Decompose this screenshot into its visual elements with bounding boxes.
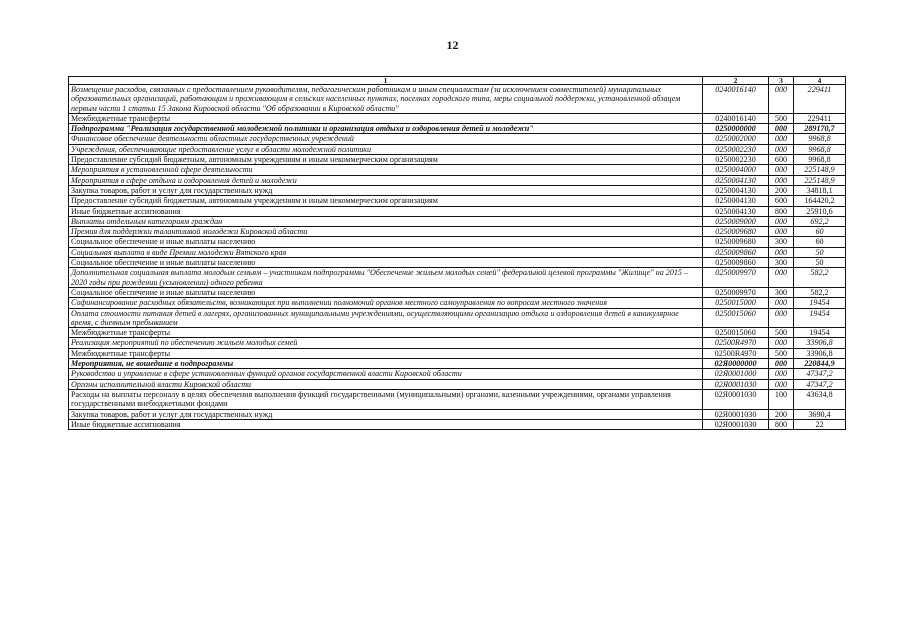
row-name: Возмещение расходов, связанных с предоставлением руководителям, педагогическим работникам и иным специалистам (за исключением совместителей) муниципальных образовательных организаций, работающим и проживающим в сельских населенных пунктах, поселках городского типа, меры социальной поддержки, установленной абзацем первым части 1 статьи 15 Закона Кировской области "Об образовании в Кировской области": [69, 85, 703, 114]
row-amount: 22: [794, 419, 846, 429]
row-code: 0250002230: [703, 155, 769, 165]
table-row: [69, 124, 846, 134]
row-amount: 225148,9: [794, 165, 846, 175]
row-code: 0250009000: [703, 216, 769, 226]
row-code: 02Я0000000: [703, 359, 769, 369]
row-code: 0250004130: [703, 185, 769, 195]
row-name: Подпрограмма "Реализация государственной молодежной политики и организация отдыха и оздоровления детей и молодежи": [69, 124, 703, 134]
row-code: 0250015060: [703, 308, 769, 328]
row-vr: 000: [769, 379, 794, 389]
row-amount: 9968,8: [794, 155, 846, 165]
row-name: Социальное обеспечение и иные выплаты населению: [69, 258, 703, 268]
table-row: [69, 185, 846, 195]
row-name: Предоставление субсидий бюджетным, автономным учреждениям и иным некоммерческим организациям: [69, 196, 703, 206]
table-row: [69, 379, 846, 389]
table-row: [69, 113, 846, 123]
table-row: [69, 348, 846, 358]
row-code: 0240016140: [703, 113, 769, 123]
row-code: 0250009680: [703, 237, 769, 247]
row-vr: 800: [769, 206, 794, 216]
row-vr: 000: [769, 124, 794, 134]
table-row: [69, 419, 846, 429]
row-amount: 225148,9: [794, 175, 846, 185]
row-code: 0250002230: [703, 144, 769, 154]
row-name: Выплаты отдельным категориям граждан: [69, 216, 703, 226]
row-amount: 25910,6: [794, 206, 846, 216]
row-vr: 100: [769, 389, 794, 409]
row-vr: 300: [769, 258, 794, 268]
table-row: [69, 328, 846, 338]
row-code: 0250015060: [703, 328, 769, 338]
row-name: Софинансирование расходных обязательств, возникающих при выполнении полномочий органов местного самоуправления по вопросам местного значения: [69, 298, 703, 308]
row-amount: 9968,8: [794, 144, 846, 154]
row-name: Социальное обеспечение и иные выплаты населению: [69, 287, 703, 297]
row-name: Учреждения, обеспечивающие предоставление услуг в области молодежной политики: [69, 144, 703, 154]
row-vr: 000: [769, 134, 794, 144]
row-code: 0250002000: [703, 134, 769, 144]
table-row: [69, 165, 846, 175]
table-row: [69, 175, 846, 185]
row-vr: 500: [769, 348, 794, 358]
table-row: [69, 227, 846, 237]
row-vr: 300: [769, 287, 794, 297]
row-amount: 229411: [794, 113, 846, 123]
row-amount: 19454: [794, 298, 846, 308]
row-amount: 164420,2: [794, 196, 846, 206]
row-code: 02Я0001030: [703, 419, 769, 429]
row-amount: 582,2: [794, 287, 846, 297]
row-name: Руководство и управление в сфере установленных функций органов государственной власти Кировской области: [69, 369, 703, 379]
row-vr: 000: [769, 298, 794, 308]
row-amount: 582,2: [794, 268, 846, 288]
row-amount: 229411: [794, 85, 846, 114]
row-vr: 200: [769, 185, 794, 195]
row-name: Органы исполнительной власти Кировской области: [69, 379, 703, 389]
row-vr: 000: [769, 85, 794, 114]
row-amount: 19454: [794, 308, 846, 328]
row-amount: 220844,9: [794, 359, 846, 369]
row-name: Межбюджетные трансферты: [69, 113, 703, 123]
row-amount: 33906,8: [794, 348, 846, 358]
table-row: [69, 369, 846, 379]
table-row: [69, 359, 846, 369]
row-name: Дополнительная социальная выплата молодым семьям – участникам подпрограммы "Обеспечение жильем молодых семей" федеральной целевой программы "Жилище" на 2015 – 2020 годы при рождении (усыновлении) одного ребенка: [69, 268, 703, 288]
row-vr: 000: [769, 338, 794, 348]
row-amount: 47347,2: [794, 369, 846, 379]
table-header-row: [69, 77, 846, 85]
table-row: [69, 338, 846, 348]
table-row: [69, 258, 846, 268]
row-vr: 600: [769, 196, 794, 206]
row-code: 0250004130: [703, 196, 769, 206]
row-code: 0250009680: [703, 227, 769, 237]
row-code: 0250009970: [703, 287, 769, 297]
row-code: 0240016140: [703, 85, 769, 114]
row-code: 02Я0001000: [703, 369, 769, 379]
row-name: Межбюджетные трансферты: [69, 328, 703, 338]
row-vr: 800: [769, 419, 794, 429]
row-name: Финансовое обеспечение деятельности областных государственных учреждений: [69, 134, 703, 144]
row-vr: 000: [769, 247, 794, 257]
row-name: Реализация мероприятий по обеспечению жильем молодых семей: [69, 338, 703, 348]
table-row: [69, 134, 846, 144]
row-vr: 000: [769, 216, 794, 226]
row-name: Мероприятия в сфере отдыха и оздоровления детей и молодежи: [69, 175, 703, 185]
table-row: [69, 287, 846, 297]
row-amount: 60: [794, 237, 846, 247]
row-name: Социальная выплата в виде Премии молодежи Вятского края: [69, 247, 703, 257]
row-code: 0250004000: [703, 165, 769, 175]
header-col-vr: 3: [769, 77, 794, 85]
row-name: Межбюджетные трансферты: [69, 348, 703, 358]
row-code: 02500R4970: [703, 348, 769, 358]
row-vr: 000: [769, 144, 794, 154]
row-code: 02500R4970: [703, 338, 769, 348]
table-row: [69, 237, 846, 247]
row-code: 02Я0001030: [703, 409, 769, 419]
row-vr: 000: [769, 165, 794, 175]
row-name: Премия для поддержки талантливой молодежи Кировской области: [69, 227, 703, 237]
row-amount: 43634,8: [794, 389, 846, 409]
table-row: [69, 206, 846, 216]
header-col-name: 1: [69, 77, 703, 85]
table-row: [69, 389, 846, 409]
row-vr: 000: [769, 308, 794, 328]
table-row: [69, 196, 846, 206]
table-row: [69, 409, 846, 419]
row-amount: 47347,2: [794, 379, 846, 389]
page-number: 12: [446, 38, 459, 52]
header-col-code: 2: [703, 77, 769, 85]
row-code: 02Я0001030: [703, 379, 769, 389]
table-row: [69, 268, 846, 288]
row-vr: 000: [769, 369, 794, 379]
table-row: [69, 308, 846, 328]
row-vr: 500: [769, 328, 794, 338]
row-amount: 50: [794, 247, 846, 257]
row-name: Иные бюджетные ассигнования: [69, 419, 703, 429]
table-row: [69, 216, 846, 226]
row-amount: 60: [794, 227, 846, 237]
table-row: [69, 247, 846, 257]
row-code: 0250015000: [703, 298, 769, 308]
row-vr: 000: [769, 227, 794, 237]
row-code: 0250009970: [703, 268, 769, 288]
row-amount: 33906,8: [794, 338, 846, 348]
row-vr: 500: [769, 113, 794, 123]
row-name: Оплата стоимости питания детей в лагерях, организованных муниципальными учреждениями, осуществляющими организацию отдыха и оздоровления детей в каникулярное время, с дневным пребыванием: [69, 308, 703, 328]
row-code: 0250009860: [703, 247, 769, 257]
table-row: [69, 85, 846, 114]
row-name: Мероприятия в установленной сфере деятельности: [69, 165, 703, 175]
table-row: [69, 155, 846, 165]
row-code: 0250004130: [703, 175, 769, 185]
budget-table: [68, 76, 846, 430]
row-amount: 34818,1: [794, 185, 846, 195]
row-code: 0250000000: [703, 124, 769, 134]
row-amount: 692,2: [794, 216, 846, 226]
row-amount: 3690,4: [794, 409, 846, 419]
row-amount: 289170,7: [794, 124, 846, 134]
row-vr: 200: [769, 409, 794, 419]
row-name: Предоставление субсидий бюджетным, автономным учреждениям и иным некоммерческим организациям: [69, 155, 703, 165]
row-vr: 000: [769, 175, 794, 185]
row-amount: 50: [794, 258, 846, 268]
row-code: 02Я0001030: [703, 389, 769, 409]
row-vr: 600: [769, 155, 794, 165]
row-code: 0250004130: [703, 206, 769, 216]
row-vr: 000: [769, 359, 794, 369]
row-vr: 300: [769, 237, 794, 247]
header-col-amount: 4: [794, 77, 846, 85]
row-name: Иные бюджетные ассигнования: [69, 206, 703, 216]
row-code: 0250009860: [703, 258, 769, 268]
row-amount: 9968,8: [794, 134, 846, 144]
row-name: Закупка товаров, работ и услуг для государственных нужд: [69, 409, 703, 419]
table-row: [69, 144, 846, 154]
row-name: Расходы на выплаты персоналу в целях обеспечения выполнения функций государственными (муниципальными) органами, казенными учреждениями, органами управления государственными внебюджетными фондами: [69, 389, 703, 409]
row-name: Социальное обеспечение и иные выплаты населению: [69, 237, 703, 247]
row-name: Закупка товаров, работ и услуг для государственных нужд: [69, 185, 703, 195]
row-vr: 000: [769, 268, 794, 288]
table-row: [69, 298, 846, 308]
row-amount: 19454: [794, 328, 846, 338]
row-name: Мероприятия, не вошедшие в подпрограммы: [69, 359, 703, 369]
